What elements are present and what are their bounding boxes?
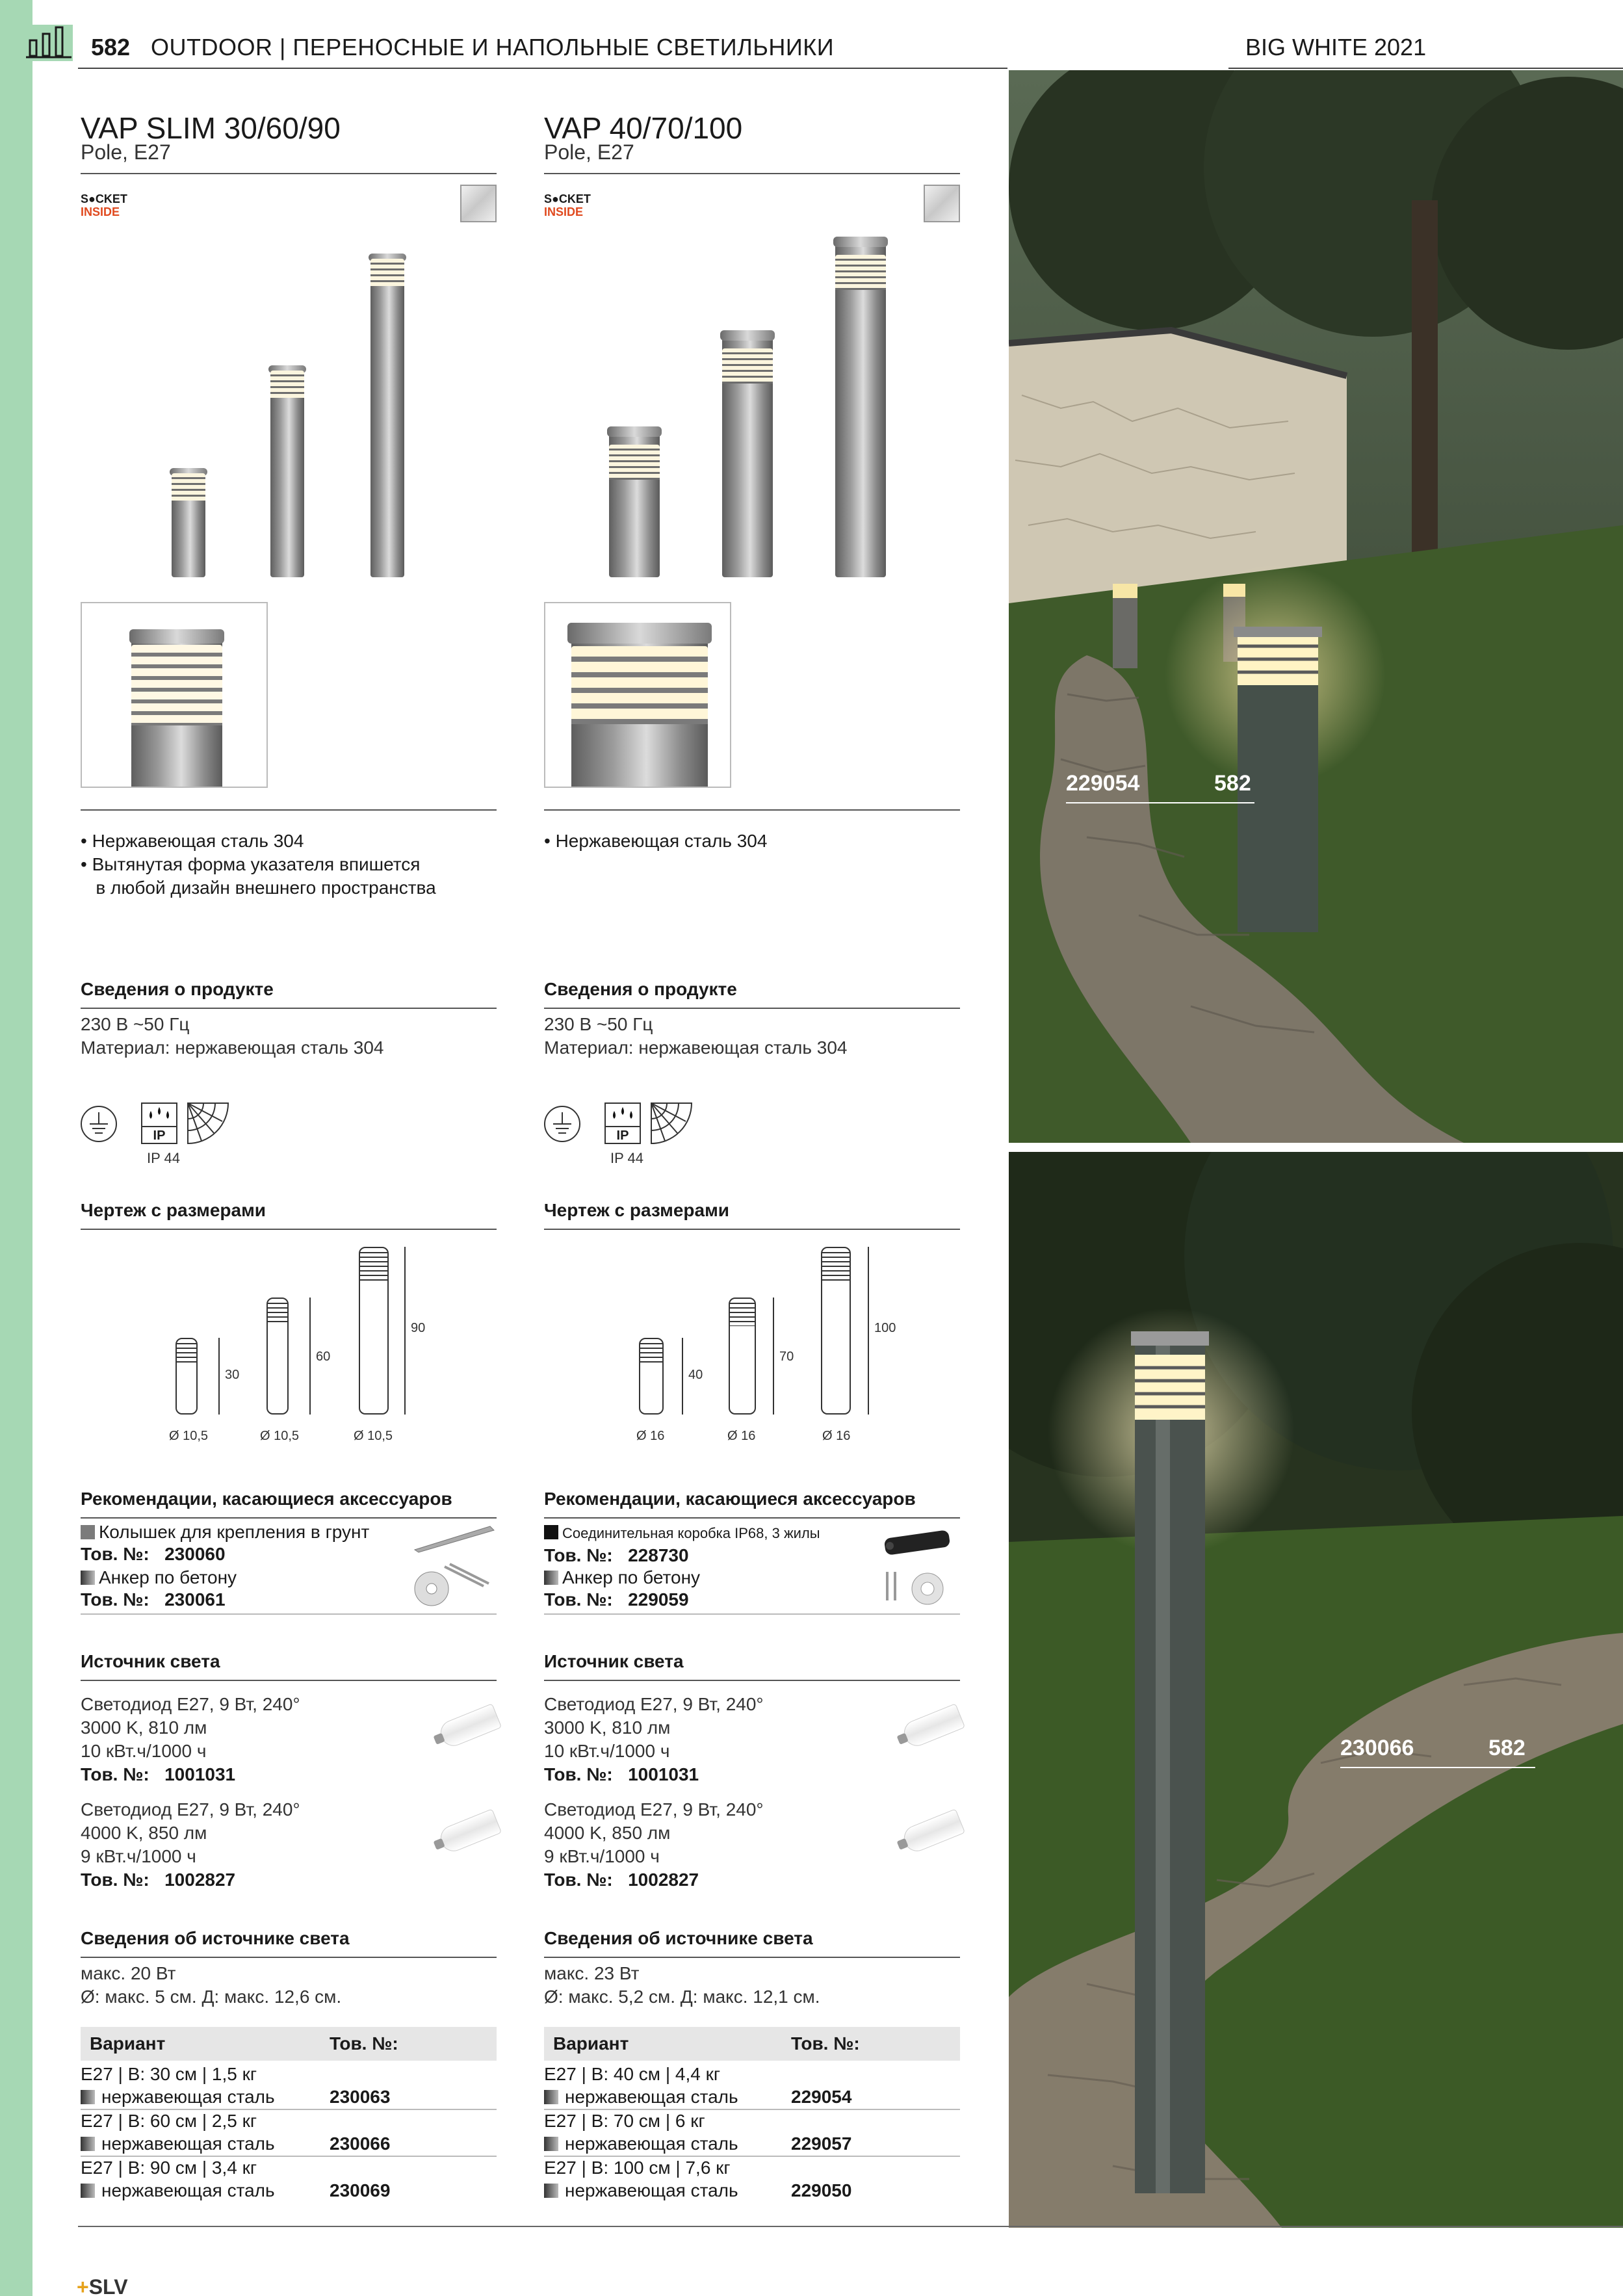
bullets-rule: [544, 809, 960, 811]
garden-photo-top: [1009, 70, 1623, 1143]
item-number: 230061: [164, 1589, 226, 1610]
max-dimensions: Ø: макс. 5 см. Д: макс. 12,6 см.: [81, 1987, 342, 2007]
diameter-label: Ø 16: [636, 1429, 665, 1443]
slv-logo-mark: +: [77, 2275, 89, 2296]
variant-spec: E27 | В: 90 см | 3,4 кг: [81, 2158, 257, 2178]
pole-tall: [835, 242, 886, 577]
dim-line-small: [218, 1338, 220, 1415]
variant-item-number: 229054: [791, 2087, 852, 2107]
pole-small: [609, 432, 660, 577]
dimensions-heading: Чертеж с размерами: [544, 1200, 960, 1230]
socket-logo-line1: S●CKET: [81, 192, 127, 205]
max-wattage: макс. 20 Вт: [81, 1963, 176, 1983]
light-spec: 4000 K, 850 лм: [81, 1823, 207, 1843]
item-number: 1002827: [164, 1870, 236, 1890]
table-row: [544, 2110, 960, 2157]
accessories-heading: Рекомендации, касающиеся аксессуаров: [544, 1489, 960, 1519]
height-label: 40: [688, 1368, 703, 1382]
slv-logo-text: SLV: [88, 2275, 128, 2296]
light-source-info-heading: Сведения об источнике света: [81, 1928, 497, 1958]
light-source-info-text: [81, 1962, 497, 2009]
variant-finish: нержавеющая сталь: [101, 2180, 275, 2200]
variant-spec: E27 | В: 70 см | 6 кг: [544, 2111, 705, 2131]
diameter-label: Ø 10,5: [260, 1429, 300, 1443]
photo-item-number: 229054: [1066, 771, 1140, 796]
variant-item-number: 229057: [791, 2133, 852, 2154]
voltage-line: 230 В ~50 Гц: [81, 1014, 190, 1034]
ip-rating: IP 44: [610, 1150, 643, 1166]
variant-spec: E27 | В: 60 см | 2,5 кг: [81, 2111, 257, 2131]
finish-swatch: [81, 2090, 95, 2104]
item-number-label: Тов. №:: [81, 1589, 149, 1610]
product-info-text: [81, 1013, 497, 1060]
page-number: 582: [91, 34, 131, 60]
product-title: VAP SLIM 30/60/90: [81, 111, 341, 145]
item-number: 229059: [628, 1589, 689, 1610]
height-label: 70: [779, 1350, 794, 1364]
height-label: 60: [316, 1350, 331, 1364]
table-row: [81, 2063, 497, 2110]
dim-line-medium: [773, 1298, 774, 1415]
item-number-label: Тов. №:: [81, 1544, 149, 1564]
height-label: 30: [225, 1368, 240, 1382]
dim-line-small: [682, 1338, 683, 1415]
header-rule-right: [1228, 68, 1623, 69]
detail-photo: [544, 602, 731, 788]
concrete-anchor-image: [876, 1567, 960, 1612]
light-source-info-text: [544, 1962, 960, 2009]
accessories-rule: [544, 1613, 960, 1615]
accessory-name: Анкер по бетону: [99, 1567, 237, 1587]
variant-spec: E27 | В: 40 см | 4,4 кг: [544, 2064, 721, 2084]
product-info-heading: Сведения о продукте: [81, 979, 497, 1009]
concrete-anchor-image: [406, 1560, 497, 1612]
beam-angle-icon: [188, 1103, 228, 1143]
garden-photo-bottom: [1009, 1152, 1623, 2228]
light-source-info-heading: Сведения об источнике света: [544, 1928, 960, 1958]
product-info-text: [544, 1013, 960, 1060]
section-title: OUTDOOR | ПЕРЕНОСНЫЕ И НАПОЛЬНЫЕ СВЕТИЛЬНИКИ: [151, 34, 835, 60]
junction-box-image: [876, 1525, 960, 1558]
bullets-rule: [81, 809, 497, 811]
table-row: [544, 2157, 960, 2204]
variant-spec: E27 | В: 100 см | 7,6 кг: [544, 2158, 731, 2178]
variants-table-header: [81, 2027, 497, 2061]
protection-class-icon: [81, 1106, 116, 1141]
accessory-name: Колышек для крепления в грунт: [99, 1522, 370, 1542]
dim-pole-tall: [359, 1247, 389, 1415]
finish-swatch: [544, 2184, 558, 2198]
feature-item: • Вытянутая форма указателя впишется: [81, 854, 421, 874]
diameter-label: Ø 16: [727, 1429, 756, 1443]
light-spec: 9 кВт.ч/1000 ч: [544, 1846, 660, 1866]
title-rule: [544, 173, 960, 174]
dim-pole-small: [639, 1338, 664, 1415]
dimensions-heading: Чертеж с размерами: [81, 1200, 497, 1230]
socket-inside-logo: [544, 192, 591, 218]
table-row: [81, 2110, 497, 2157]
outdoor-lamps-icon: [25, 25, 73, 61]
accessory-swatch: [544, 1571, 558, 1585]
material-line: Материал: нержавеющая сталь 304: [81, 1037, 384, 1058]
beam-angle-icon: [651, 1103, 692, 1143]
accessory-name: Соединительная коробка IP68, 3 жилы: [562, 1525, 820, 1541]
finish-swatch: [544, 2137, 558, 2151]
ip-rating: IP 44: [147, 1150, 180, 1166]
pole-tall: [370, 259, 404, 577]
accessory-swatch: [81, 1525, 95, 1539]
feature-list: [544, 829, 960, 853]
variant-finish: нержавеющая сталь: [565, 2180, 738, 2200]
header-rule: [78, 68, 1007, 69]
item-number: 230060: [164, 1544, 226, 1564]
feature-item: • Нержавеющая сталь 304: [81, 831, 304, 851]
variant-item-number: 230069: [330, 2180, 391, 2200]
feature-list: [81, 829, 497, 900]
garden-scene-illustration: [1009, 70, 1623, 1143]
accessories-heading: Рекомендации, касающиеся аксессуаров: [81, 1489, 497, 1519]
diameter-label: Ø 10,5: [354, 1429, 393, 1443]
accessory-swatch: [544, 1525, 558, 1539]
light-source-heading: Источник света: [81, 1651, 497, 1681]
max-wattage: макс. 23 Вт: [544, 1963, 640, 1983]
photo-tag-rule: [1340, 1767, 1535, 1768]
ip-icon-label: IP: [153, 1128, 166, 1143]
finish-swatch: [81, 2184, 95, 2198]
ground-spike-image: [412, 1521, 497, 1554]
socket-logo-line1: S●CKET: [544, 192, 591, 205]
variant-column-header: Вариант: [553, 2033, 629, 2054]
light-spec: 3000 K, 810 лм: [544, 1717, 671, 1738]
photo-item-number: 230066: [1340, 1736, 1414, 1760]
accessories-rule: [81, 1613, 497, 1615]
finish-swatch: [81, 2137, 95, 2151]
table-row: [544, 2063, 960, 2110]
detail-photo: [81, 602, 268, 788]
variant-finish: нержавеющая сталь: [565, 2133, 738, 2154]
dim-pole-medium: [266, 1298, 289, 1415]
max-dimensions: Ø: макс. 5,2 см. Д: макс. 12,1 см.: [544, 1987, 820, 2007]
photo-page-ref: 582: [1214, 771, 1251, 796]
light-spec: 10 кВт.ч/1000 ч: [544, 1741, 670, 1761]
light-spec: Светодиод E27, 9 Вт, 240°: [544, 1694, 764, 1714]
item-number-label: Тов. №:: [544, 1764, 613, 1784]
catalog-name: BIG WHITE 2021: [1245, 34, 1427, 60]
dimension-drawing: [81, 1235, 497, 1450]
variant-column-header: Вариант: [90, 2033, 166, 2054]
item-number-label: Тов. №:: [544, 1589, 613, 1610]
light-spec: Светодиод E27, 9 Вт, 240°: [81, 1694, 300, 1714]
light-spec: 3000 K, 810 лм: [81, 1717, 207, 1738]
variant-spec: E27 | В: 30 см | 1,5 кг: [81, 2064, 257, 2084]
photo-tag-rule: [1066, 802, 1254, 803]
product-subtitle: Pole, E27: [544, 140, 634, 164]
socket-inside-logo: [81, 192, 127, 218]
material-line: Материал: нержавеющая сталь 304: [544, 1037, 848, 1058]
ip-icon-label: IP: [616, 1128, 629, 1143]
accessory-swatch: [81, 1571, 95, 1585]
voltage-line: 230 В ~50 Гц: [544, 1014, 653, 1034]
item-number-label: Тов. №:: [544, 1545, 613, 1565]
diameter-label: Ø 10,5: [169, 1429, 209, 1443]
finish-swatch: [544, 2090, 558, 2104]
item-number: 1001031: [164, 1764, 236, 1784]
finish-swatch: [460, 185, 497, 222]
variant-item-number: 230063: [330, 2087, 391, 2107]
dimension-drawing: [544, 1235, 960, 1450]
product-title: VAP 40/70/100: [544, 111, 743, 145]
light-spec: 9 кВт.ч/1000 ч: [81, 1846, 196, 1866]
photo-page-ref: 582: [1488, 1736, 1526, 1760]
item-number-column-header: Тов. №:: [330, 2033, 398, 2054]
light-spec: Светодиод E27, 9 Вт, 240°: [81, 1799, 300, 1820]
title-rule: [81, 173, 497, 174]
garden-path-illustration: [1009, 1152, 1623, 2228]
light-spec: 10 кВт.ч/1000 ч: [81, 1741, 207, 1761]
pole-medium: [722, 335, 773, 577]
light-spec: Светодиод E27, 9 Вт, 240°: [544, 1799, 764, 1820]
product-subtitle: Pole, E27: [81, 140, 171, 164]
variants-table-header: [544, 2027, 960, 2061]
variant-item-number: 229050: [791, 2180, 852, 2200]
item-number-column-header: Тов. №:: [791, 2033, 860, 2054]
pole-medium: [270, 371, 304, 577]
item-number: 1001031: [628, 1764, 699, 1784]
dim-pole-medium: [729, 1298, 756, 1415]
socket-logo-line2: INSIDE: [81, 205, 120, 218]
item-number-label: Тов. №:: [81, 1764, 149, 1784]
slv-logo: [77, 2275, 128, 2296]
protection-class-icon: [545, 1106, 580, 1141]
product-photo: [81, 247, 497, 579]
light-source-heading: Источник света: [544, 1651, 960, 1681]
item-number-label: Тов. №:: [544, 1870, 613, 1890]
dim-line-medium: [309, 1298, 311, 1415]
dim-pole-tall: [821, 1247, 851, 1415]
pole-small: [172, 473, 205, 577]
product-photo: [544, 234, 960, 579]
item-number-label: Тов. №:: [81, 1870, 149, 1890]
finish-swatch: [924, 185, 960, 222]
table-row: [81, 2157, 497, 2204]
variant-finish: нержавеющая сталь: [101, 2087, 275, 2107]
diameter-label: Ø 16: [822, 1429, 851, 1443]
variant-finish: нержавеющая сталь: [101, 2133, 275, 2154]
dim-pole-small: [175, 1338, 198, 1415]
feature-item: в любой дизайн внешнего пространства: [81, 878, 436, 898]
variant-item-number: 230066: [330, 2133, 391, 2154]
socket-logo-line2: INSIDE: [544, 205, 584, 218]
accessory-name: Анкер по бетону: [562, 1567, 701, 1587]
height-label: 90: [411, 1321, 426, 1335]
product-info-heading: Сведения о продукте: [544, 979, 960, 1009]
feature-item: • Нержавеющая сталь 304: [544, 831, 768, 851]
light-spec: 4000 K, 850 лм: [544, 1823, 671, 1843]
height-label: 100: [874, 1321, 896, 1335]
section-color-strip: [0, 0, 32, 2296]
footer-rule: [78, 2226, 1623, 2227]
variant-finish: нержавеющая сталь: [565, 2087, 738, 2107]
item-number: 228730: [628, 1545, 689, 1565]
dim-line-tall: [868, 1247, 869, 1415]
item-number: 1002827: [628, 1870, 699, 1890]
dim-line-tall: [404, 1247, 406, 1415]
